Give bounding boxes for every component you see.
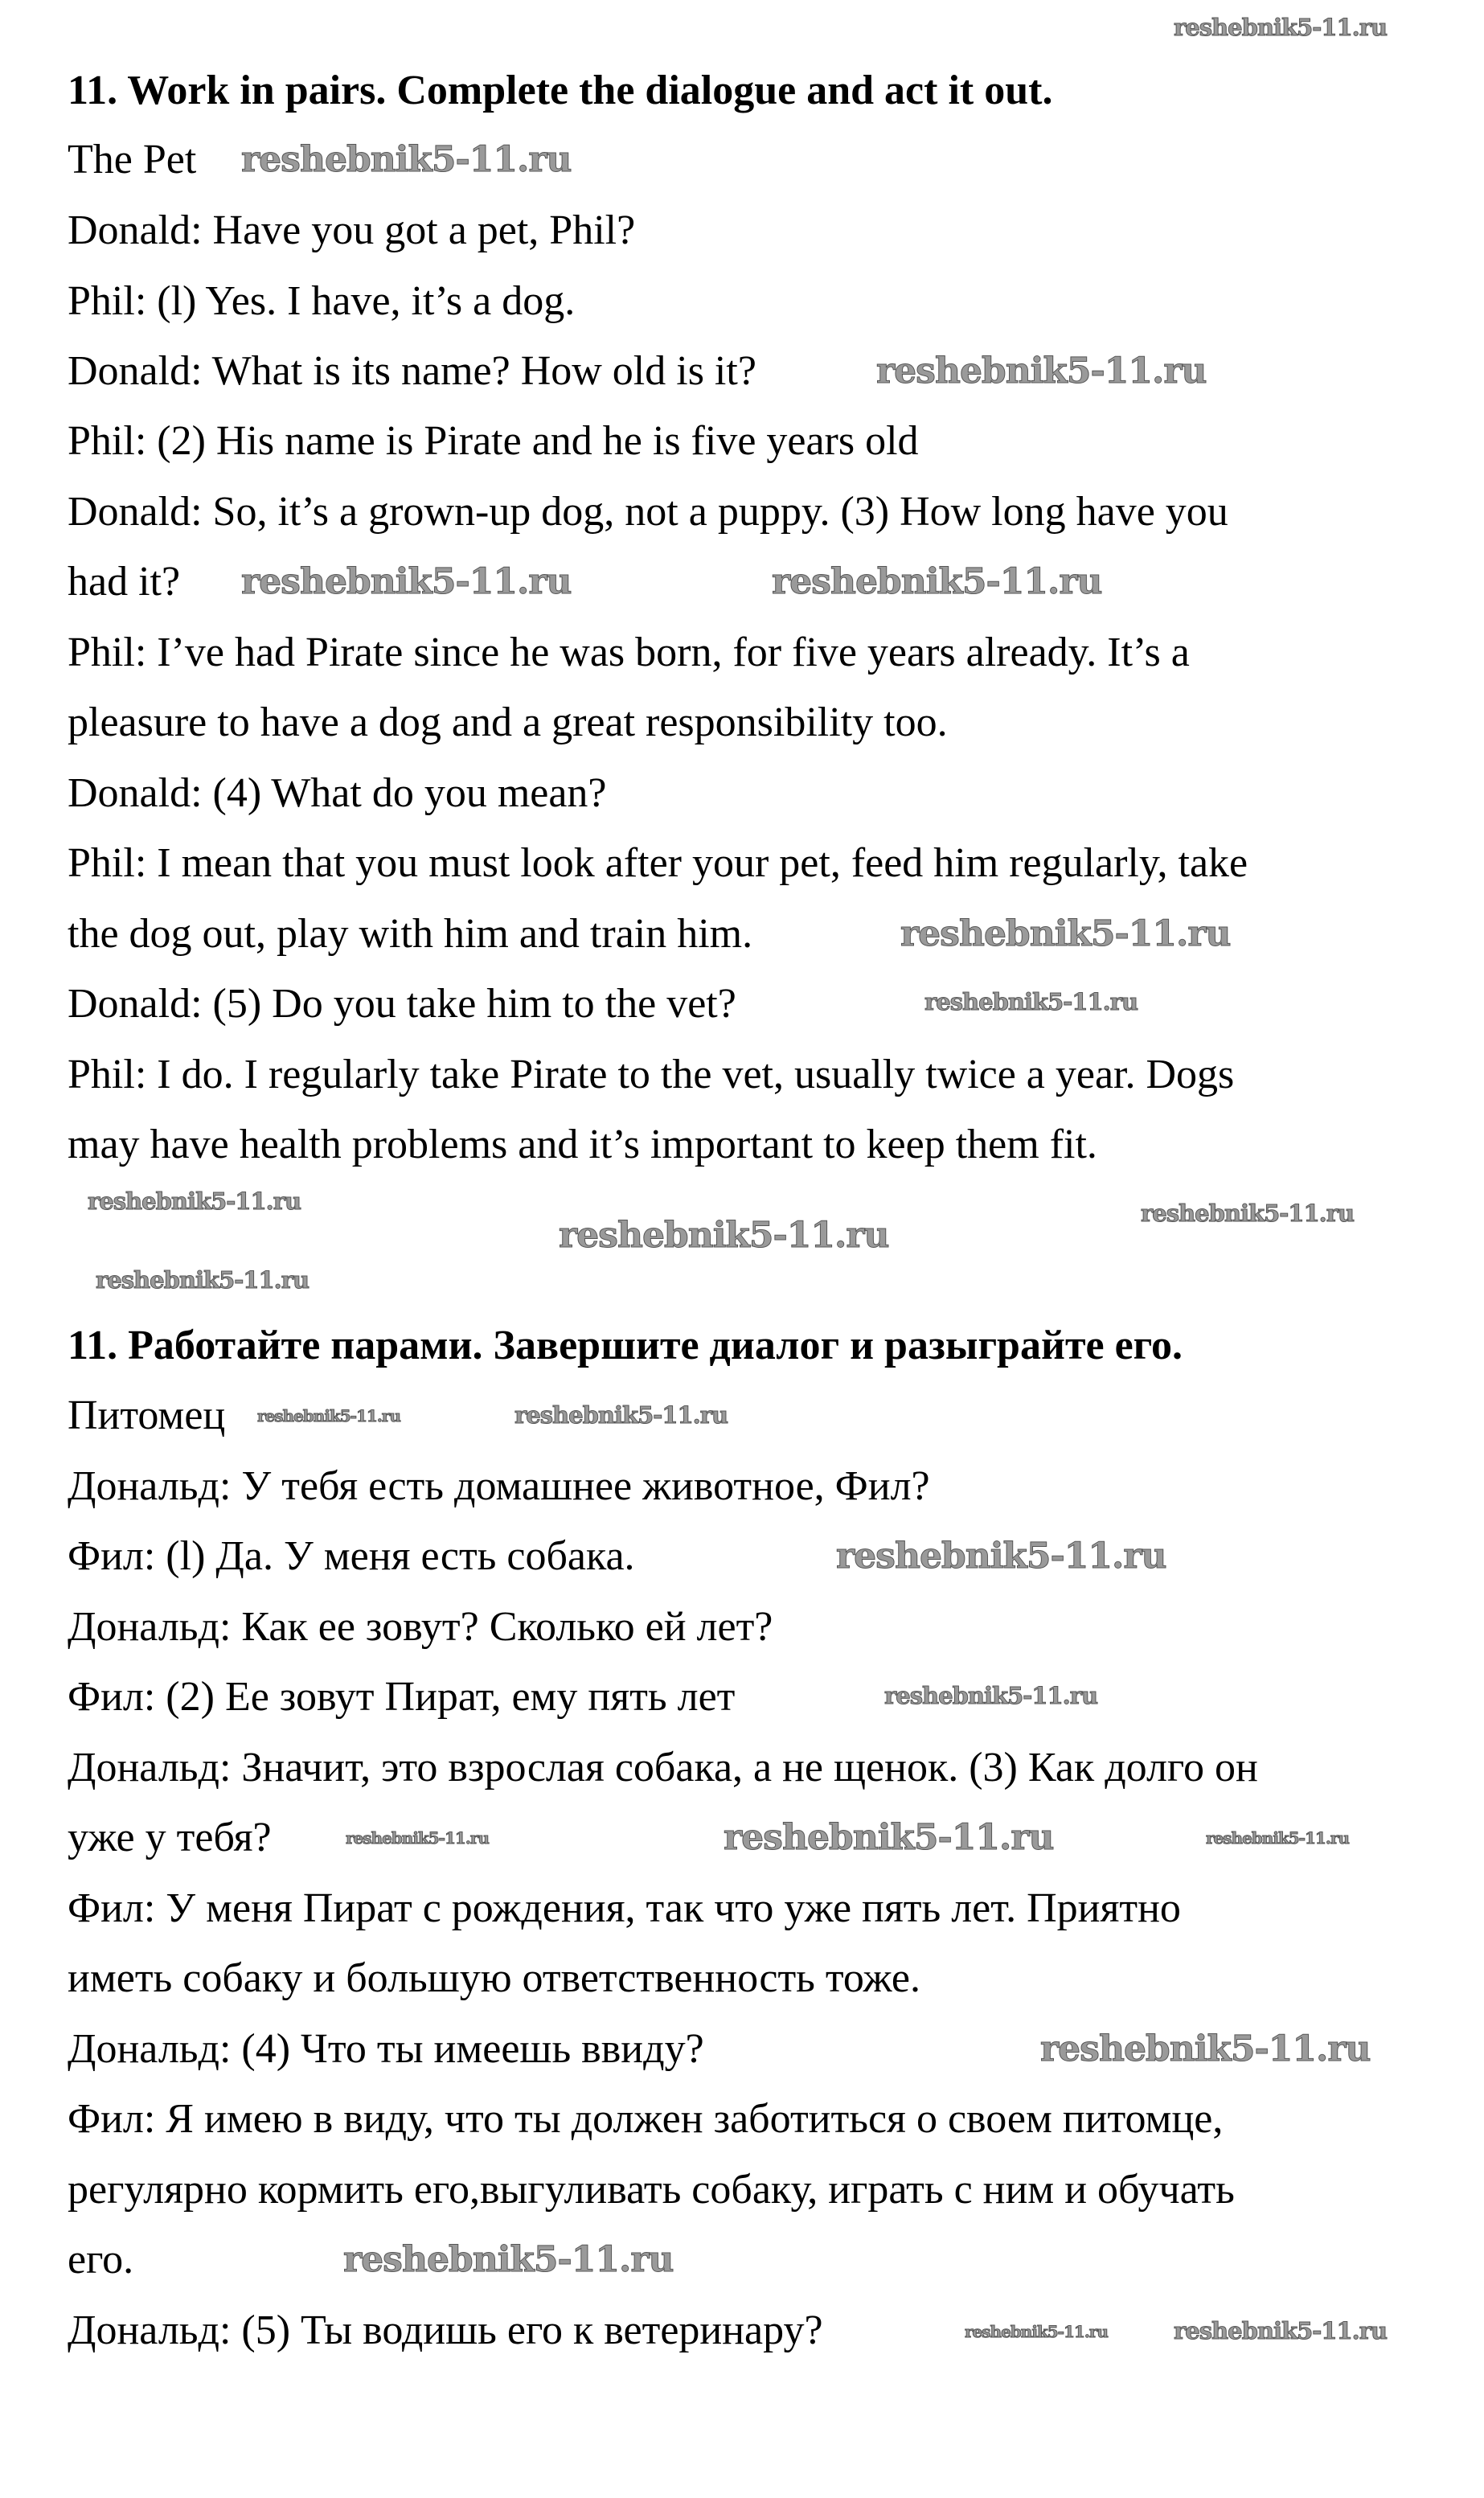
watermark: reshebnik5-11.ru — [241, 139, 572, 180]
watermark: reshebnik5-11.ru — [965, 2322, 1108, 2341]
dialogue-line: Фил: У меня Пират с рождения, так что уже пять лет. Приятно — [68, 1885, 1181, 1931]
watermark: reshebnik5-11.ru — [924, 988, 1138, 1015]
watermark: reshebnik5-11.ru — [96, 1266, 310, 1294]
dialogue-line: Дональд: Как ее зовут? Сколько ей лет? — [68, 1604, 773, 1650]
watermark: reshebnik5-11.ru — [1174, 2317, 1388, 2344]
dialogue-line: Donald: (5) Do you take him to the vet? — [68, 981, 736, 1027]
dialogue-line: pleasure to have a dog and a great responsibility too. — [68, 699, 948, 745]
exercise-title-ru: 11. Работайте парами. Завершите диалог и разыграйте его. — [68, 1323, 1183, 1368]
watermark: reshebnik5-11.ru — [1174, 14, 1388, 41]
exercise-title-en: 11. Work in pairs. Complete the dialogue and act it out. — [68, 68, 1053, 113]
watermark: reshebnik5-11.ru — [257, 1406, 400, 1425]
dialogue-line: его. — [68, 2237, 134, 2283]
dialogue-line: Donald: So, it’s a grown-up dog, not a puppy. (3) How long have you — [68, 489, 1228, 535]
dialogue-line: Phil: (l) Yes. I have, it’s a dog. — [68, 278, 576, 324]
dialogue-line: Фил: (l) Да. У меня есть собака. — [68, 1533, 635, 1579]
watermark: reshebnik5-11.ru — [514, 1401, 728, 1429]
dialogue-line: Дональд: У тебя есть домашнее животное, Фил? — [68, 1463, 930, 1509]
dialogue-line: had it? — [68, 559, 181, 605]
dialogue-line: Дональд: Значит, это взрослая собака, а не щенок. (3) Как долго он — [68, 1745, 1258, 1790]
dialogue-line: Дональд: (5) Ты водишь его к ветеринару? — [68, 2307, 823, 2353]
watermark: reshebnik5-11.ru — [1206, 1828, 1349, 1848]
dialogue-line: the dog out, play with him and train him. — [68, 911, 753, 957]
dialogue-heading-en: The Pet — [68, 137, 197, 183]
dialogue-heading-ru: Питомец — [68, 1393, 226, 1438]
dialogue-line: Donald: (4) What do you mean? — [68, 770, 607, 816]
watermark: reshebnik5-11.ru — [88, 1187, 301, 1215]
watermark: reshebnik5-11.ru — [241, 561, 572, 602]
dialogue-line: иметь собаку и большую ответственность тоже. — [68, 1955, 920, 2001]
dialogue-line: Phil: I mean that you must look after your pet, feed him regularly, take — [68, 840, 1248, 886]
watermark: reshebnik5-11.ru — [346, 1828, 489, 1848]
dialogue-line: Phil: I’ve had Pirate since he was born, for five years already. It’s a — [68, 630, 1190, 675]
dialogue-line: Фил: (2) Ее зовут Пират, ему пять лет — [68, 1674, 736, 1720]
dialogue-line: Donald: Have you got a pet, Phil? — [68, 207, 636, 253]
watermark: reshebnik5-11.ru — [559, 1215, 889, 1256]
watermark: reshebnik5-11.ru — [1141, 1200, 1355, 1227]
watermark: reshebnik5-11.ru — [876, 351, 1207, 392]
dialogue-line: Дональд: (4) Что ты имеешь ввиду? — [68, 2026, 704, 2072]
watermark: reshebnik5-11.ru — [724, 1817, 1054, 1858]
watermark: reshebnik5-11.ru — [1040, 2028, 1371, 2069]
watermark: reshebnik5-11.ru — [900, 913, 1231, 954]
watermark: reshebnik5-11.ru — [884, 1682, 1098, 1709]
dialogue-line: Donald: What is its name? How old is it? — [68, 348, 756, 394]
watermark: reshebnik5-11.ru — [836, 1536, 1166, 1577]
dialogue-line: may have health problems and it’s important to keep them fit. — [68, 1122, 1097, 1167]
watermark: reshebnik5-11.ru — [772, 561, 1102, 602]
watermark: reshebnik5-11.ru — [343, 2239, 674, 2280]
dialogue-line: уже у тебя? — [68, 1815, 272, 1860]
dialogue-line: Фил: Я имею в виду, что ты должен заботиться о своем питомце, — [68, 2096, 1224, 2142]
dialogue-line: регулярно кормить его,выгуливать собаку, играть с ним и обучать — [68, 2167, 1235, 2213]
dialogue-line: Phil: (2) His name is Pirate and he is five years old — [68, 418, 919, 464]
dialogue-line: Phil: I do. I regularly take Pirate to the vet, usually twice a year. Dogs — [68, 1052, 1235, 1097]
